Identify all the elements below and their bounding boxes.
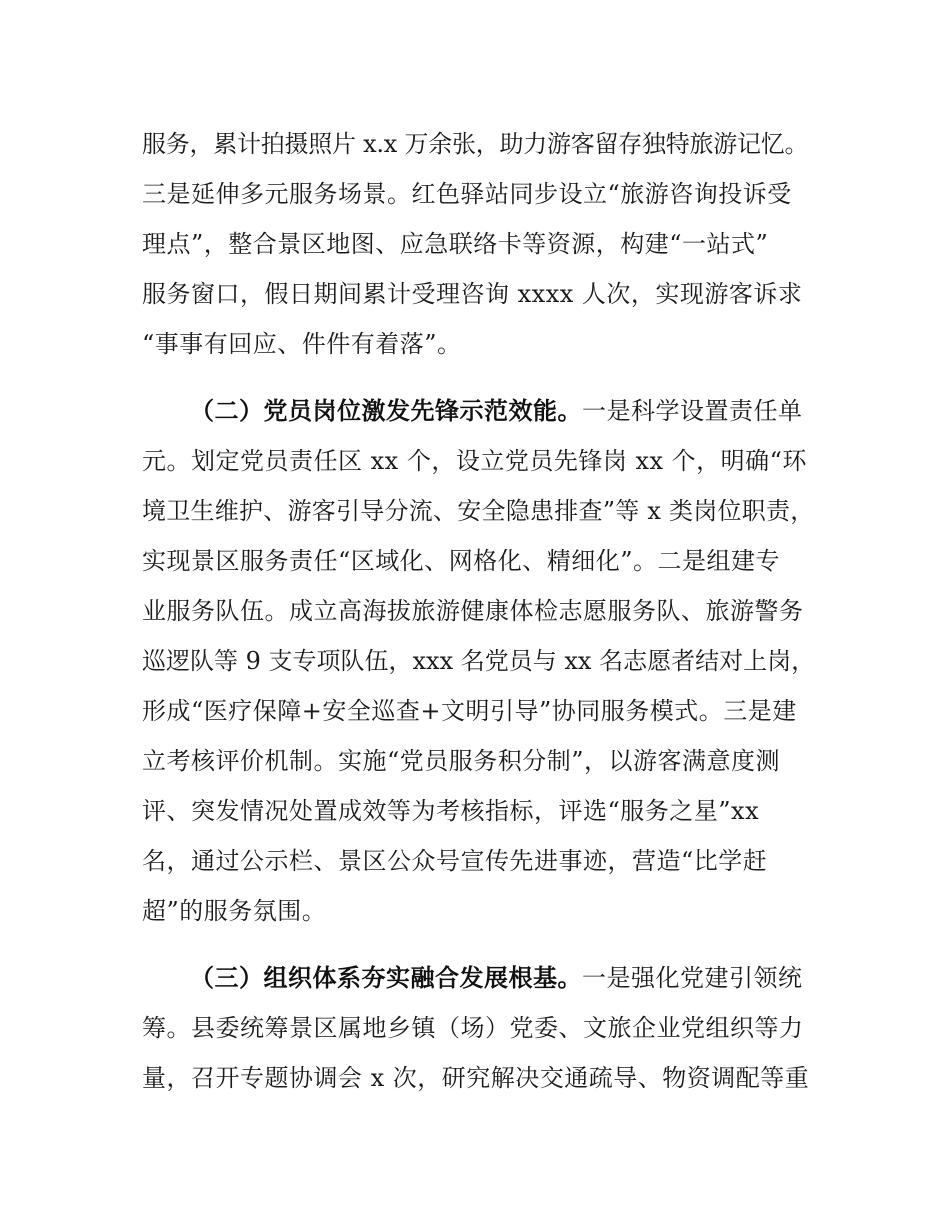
- paragraph-2-line-5: 业服务队伍。成立高海拔旅游健康体检志愿服务队、旅游警务: [142, 597, 804, 625]
- paragraph-2-line-7: 形成“医疗保障+安全巡查+文明引导”协同服务模式。三是建: [142, 697, 797, 725]
- paragraph-1-line-1: 服务，累计拍摄照片 x.x 万余张，助力游客留存独特旅游记忆。: [142, 130, 809, 158]
- paragraph-3-line-2: 筹。县委统筹景区属地乡镇（场）党委、文旅企业党组织等力: [142, 1014, 804, 1042]
- paragraph-1-line-4: 服务窗口，假日期间累计受理咨询 xxxx 人次，实现游客诉求: [142, 280, 803, 308]
- paragraph-2-first-line-text: 一是科学设置责任单: [582, 397, 803, 425]
- paragraph-2-line-9: 评、突发情况处置成效等为考核指标，评选“服务之星”xx: [142, 797, 760, 825]
- paragraph-2-line-6: 巡逻队等 9 支专项队伍，xxx 名党员与 xx 名志愿者结对上岗，: [142, 647, 816, 675]
- paragraph-2-line-8: 立考核评价机制。实施“党员服务积分制”，以游客满意度测: [142, 747, 781, 775]
- paragraph-1-line-5: “事事有回应、件件有着落”。: [142, 330, 462, 358]
- paragraph-2-line-3: 境卫生维护、游客引导分流、安全隐患排查”等 x 类岗位职责，: [142, 497, 815, 525]
- paragraph-1-line-3: 理点”，整合景区地图、应急联络卡等资源，构建“一站式”: [142, 230, 769, 258]
- paragraph-2-line-2: 元。划定党员责任区 xx 个，设立党员先锋岗 xx 个，明确“环: [142, 447, 807, 475]
- paragraph-3-first-line-text: 一是强化党建引领统: [582, 964, 803, 992]
- paragraph-2-first-line: [190, 396, 803, 426]
- paragraph-2-line-4: 实现景区服务责任“区域化、网格化、精细化”。二是组建专: [142, 547, 781, 575]
- paragraph-2-line-11: 超”的服务氛围。: [142, 897, 327, 925]
- paragraph-1-line-2: 三是延伸多元服务场景。红色驿站同步设立“旅游咨询投诉受: [142, 180, 792, 208]
- section-heading-3: （三）组织体系夯实融合发展根基。: [190, 964, 582, 992]
- paragraph-3-line-3: 量，召开专题协调会 x 次，研究解决交通疏导、物资调配等重: [142, 1064, 810, 1092]
- paragraph-3-first-line: [190, 963, 803, 993]
- section-heading-2: （二）党员岗位激发先锋示范效能。: [190, 397, 582, 425]
- paragraph-2-line-10: 名，通过公示栏、景区公众号宣传先进事迹，营造“比学赶: [142, 847, 768, 875]
